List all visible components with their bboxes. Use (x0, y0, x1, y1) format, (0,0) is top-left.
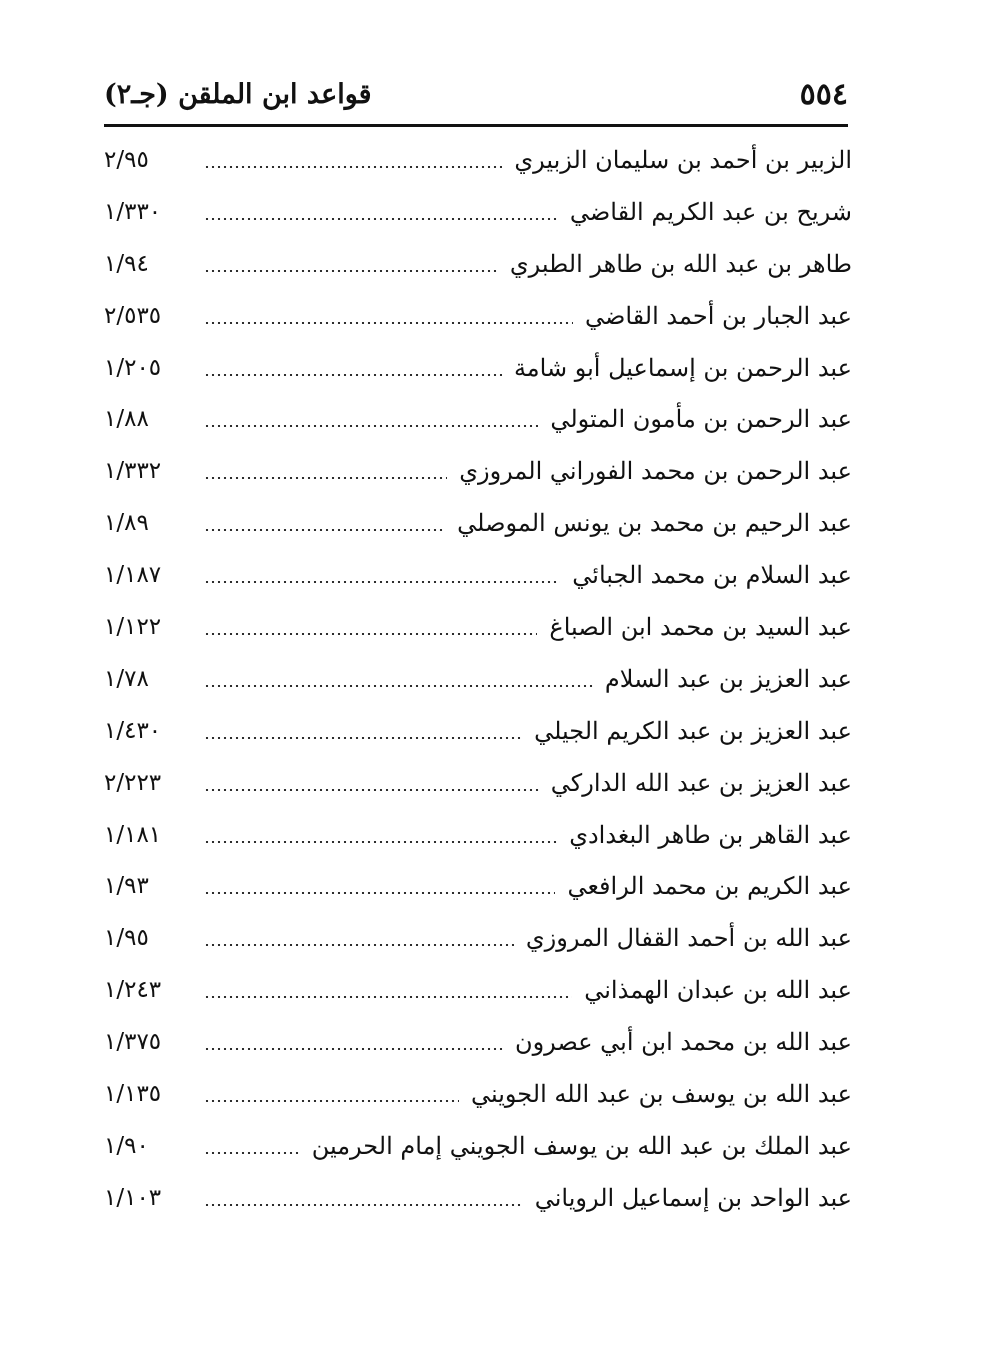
entry-name: الزبير بن أحمد بن سليمان الزبيري (514, 145, 852, 174)
index-entry (104, 186, 852, 238)
index-entry (104, 1172, 852, 1224)
index-entry (104, 757, 852, 809)
entry-name: عبد الله بن محمد ابن أبي عصرون (514, 1028, 852, 1057)
index-entry (104, 601, 852, 653)
dot-leader (204, 218, 558, 220)
dot-leader (204, 166, 502, 168)
entry-reference: ١/٩٥ (104, 925, 149, 952)
index-entry (104, 134, 852, 186)
dot-leader (204, 1100, 459, 1102)
index-entry (104, 393, 852, 445)
dot-leader (204, 374, 502, 376)
dot-leader (204, 581, 560, 583)
entry-name: عبد الرحمن بن إسماعيل أبو شامة (513, 353, 852, 382)
index-entry (104, 1120, 852, 1172)
entry-name: عبد الملك بن عبد الله بن يوسف الجويني إمام الحرمين (311, 1131, 852, 1160)
dot-leader (204, 529, 445, 531)
index-entry (104, 445, 852, 497)
page-header (104, 72, 848, 116)
entry-name: عبد الواحد بن إسماعيل الروياني (534, 1183, 852, 1212)
dot-leader (204, 685, 593, 687)
entry-reference: ١/٢٠٥ (104, 354, 162, 381)
entry-name: عبد الرحيم بن محمد بن يونس الموصلي (457, 509, 852, 538)
entry-name: عبد السلام بن محمد الجبائي (572, 561, 852, 590)
dot-leader (204, 789, 539, 791)
entry-reference: ٢/٥٣٥ (104, 302, 162, 329)
entry-name: عبد الله بن أحمد القفال المروزي (525, 924, 852, 953)
index-entry (104, 912, 852, 964)
entry-reference: ١/١٨١ (104, 821, 162, 848)
index-entry (104, 860, 852, 912)
entry-name: عبد الجبار بن أحمد القاضي (584, 301, 852, 330)
index-entry (104, 964, 852, 1016)
index-entry (104, 809, 852, 861)
dot-leader (204, 322, 573, 324)
entry-reference: ١/١٣٥ (104, 1080, 162, 1107)
dot-leader (204, 892, 555, 894)
entry-reference: ٢/٢٢٣ (104, 769, 162, 796)
entry-reference: ١/٨٨ (104, 406, 149, 433)
entry-name: عبد الله بن يوسف بن عبد الله الجويني (470, 1079, 852, 1108)
index-list (104, 134, 852, 1224)
entry-reference: ١/٤٣٠ (104, 717, 162, 744)
entry-name: عبد الله بن عبدان الهمذاني (584, 976, 852, 1005)
entry-reference: ١/٩٠ (104, 1132, 149, 1159)
entry-reference: ١/٣٣٠ (104, 198, 162, 225)
entry-reference: ١/٩٣ (104, 873, 149, 900)
index-entry (104, 342, 852, 394)
entry-reference: ١/١٠٣ (104, 1184, 162, 1211)
entry-reference: ١/٧٨ (104, 665, 149, 692)
entry-reference: ١/١٨٧ (104, 562, 162, 589)
dot-leader (204, 841, 557, 843)
entry-reference: ١/٨٩ (104, 510, 149, 537)
index-entry (104, 238, 852, 290)
index-entry (104, 1068, 852, 1120)
header-divider (104, 124, 848, 127)
dot-leader (204, 633, 537, 635)
entry-name: عبد العزيز بن عبد السلام (604, 664, 852, 693)
entry-reference: ٢/٩٥ (104, 146, 149, 173)
entry-name: عبد السيد بن محمد ابن الصباغ (549, 612, 852, 641)
dot-leader (204, 944, 514, 946)
dot-leader (204, 477, 447, 479)
entry-reference: ١/٢٤٣ (104, 977, 162, 1004)
dot-leader (204, 1048, 503, 1050)
entry-name: طاهر بن عبد الله بن طاهر الطبري (509, 249, 852, 278)
entry-reference: ١/٣٧٥ (104, 1029, 162, 1056)
entry-name: عبد الكريم بن محمد الرافعي (567, 872, 852, 901)
entry-name: شريح بن عبد الكريم القاضي (569, 197, 852, 226)
dot-leader (204, 1152, 300, 1154)
entry-reference: ١/١٢٢ (104, 613, 162, 640)
dot-leader (204, 996, 572, 998)
entry-name: عبد العزيز بن عبد الكريم الجيلي (534, 716, 852, 745)
entry-name: عبد الرحمن بن مأمون المتولي (550, 405, 852, 434)
dot-leader (204, 425, 538, 427)
entry-name: عبد العزيز بن عبد الله الداركي (550, 768, 852, 797)
entry-reference: ١/٩٤ (104, 250, 149, 277)
dot-leader (204, 737, 522, 739)
index-entry (104, 497, 852, 549)
book-title: قواعد ابن الملقن (جـ٢) (104, 78, 372, 110)
dot-leader (204, 270, 498, 272)
index-entry (104, 1016, 852, 1068)
dot-leader (204, 1204, 523, 1206)
index-entry (104, 549, 852, 601)
entry-reference: ١/٣٣٢ (104, 458, 162, 485)
entry-name: عبد الرحمن بن محمد الفوراني المروزي (459, 457, 852, 486)
index-entry (104, 653, 852, 705)
entry-name: عبد القاهر بن طاهر البغدادي (569, 820, 852, 849)
index-entry (104, 290, 852, 342)
page-number: ٥٥٤ (799, 76, 848, 112)
index-entry (104, 705, 852, 757)
